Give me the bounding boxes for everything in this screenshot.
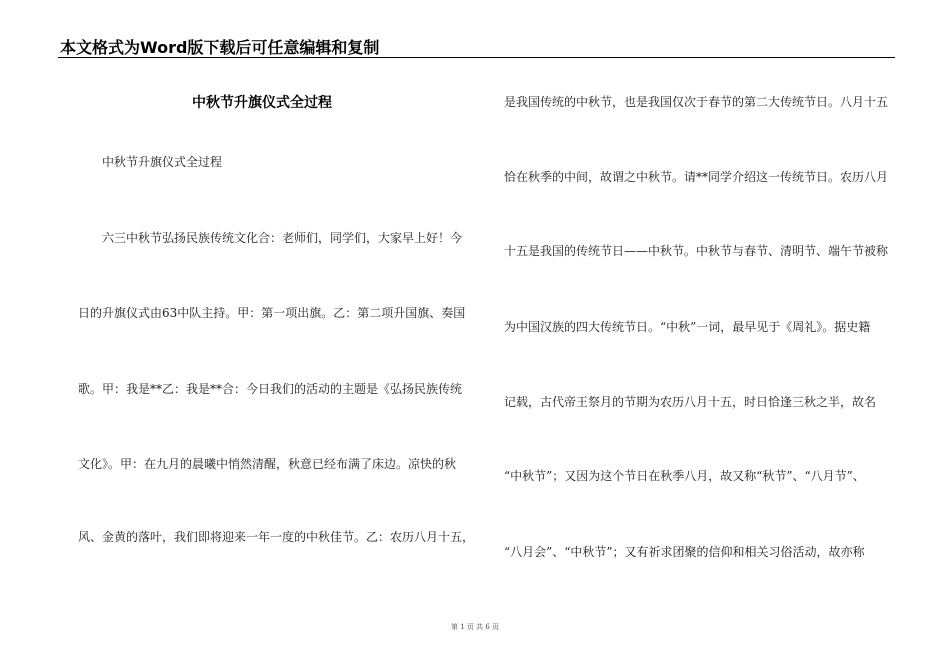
paragraph-line: 为中国汉族的四大传统节日。“中秋”一词，最早见于《周礼》。据史籍 — [504, 320, 871, 334]
paragraph-line: 六三中秋节弘扬民族传统文化合：老师们，同学们，大家早上好！今 — [102, 231, 463, 245]
paragraph-line: 记载，古代帝王祭月的节期为农历八月十五，时日恰逢三秋之半，故名 — [504, 395, 877, 409]
page-number: 第 1 页 共 6 页 — [450, 623, 500, 631]
paragraph-line: 恰在秋季的中间，故谓之中秋节。请**同学介绍这一传统节日。农历八月 — [504, 170, 889, 184]
paragraph-line: 风、金黄的落叶，我们即将迎来一年一度的中秋佳节。乙：农历八月十五， — [78, 530, 475, 544]
paragraph-line: 十五是我国的传统节日——中秋节。中秋节与春节、清明节、端午节被称 — [504, 244, 889, 258]
paragraph-line: “八月会”、“中秋节”；又有祈求团聚的信仰和相关习俗活动，故亦称 — [504, 545, 865, 559]
header-divider — [58, 57, 895, 58]
paragraph-line: 歌。甲：我是**乙：我是**合：今日我们的活动的主题是《弘扬民族传统 — [78, 382, 463, 396]
paragraph-line: 文化》。甲：在九月的晨曦中悄然清醒，秋意已经布满了床边。凉快的秋 — [78, 457, 457, 471]
paragraph-line: 中秋节升旗仪式全过程 — [102, 155, 223, 169]
paragraph-line: 日的升旗仪式由63中队主持。甲：第一项出旗。乙：第二项升国旗、奏国 — [78, 306, 466, 320]
paragraph-line: 是我国传统的中秋节，也是我国仅次于春节的第二大传统节日。八月十五 — [504, 95, 889, 109]
header-title: 本文格式为Word版下载后可任意编辑和复制 — [60, 38, 380, 57]
paragraph-line: “中秋节”；又因为这个节日在秋季八月，故又称“秋节”、“八月节”、 — [504, 469, 865, 483]
document-title: 中秋节升旗仪式全过程 — [192, 95, 332, 111]
